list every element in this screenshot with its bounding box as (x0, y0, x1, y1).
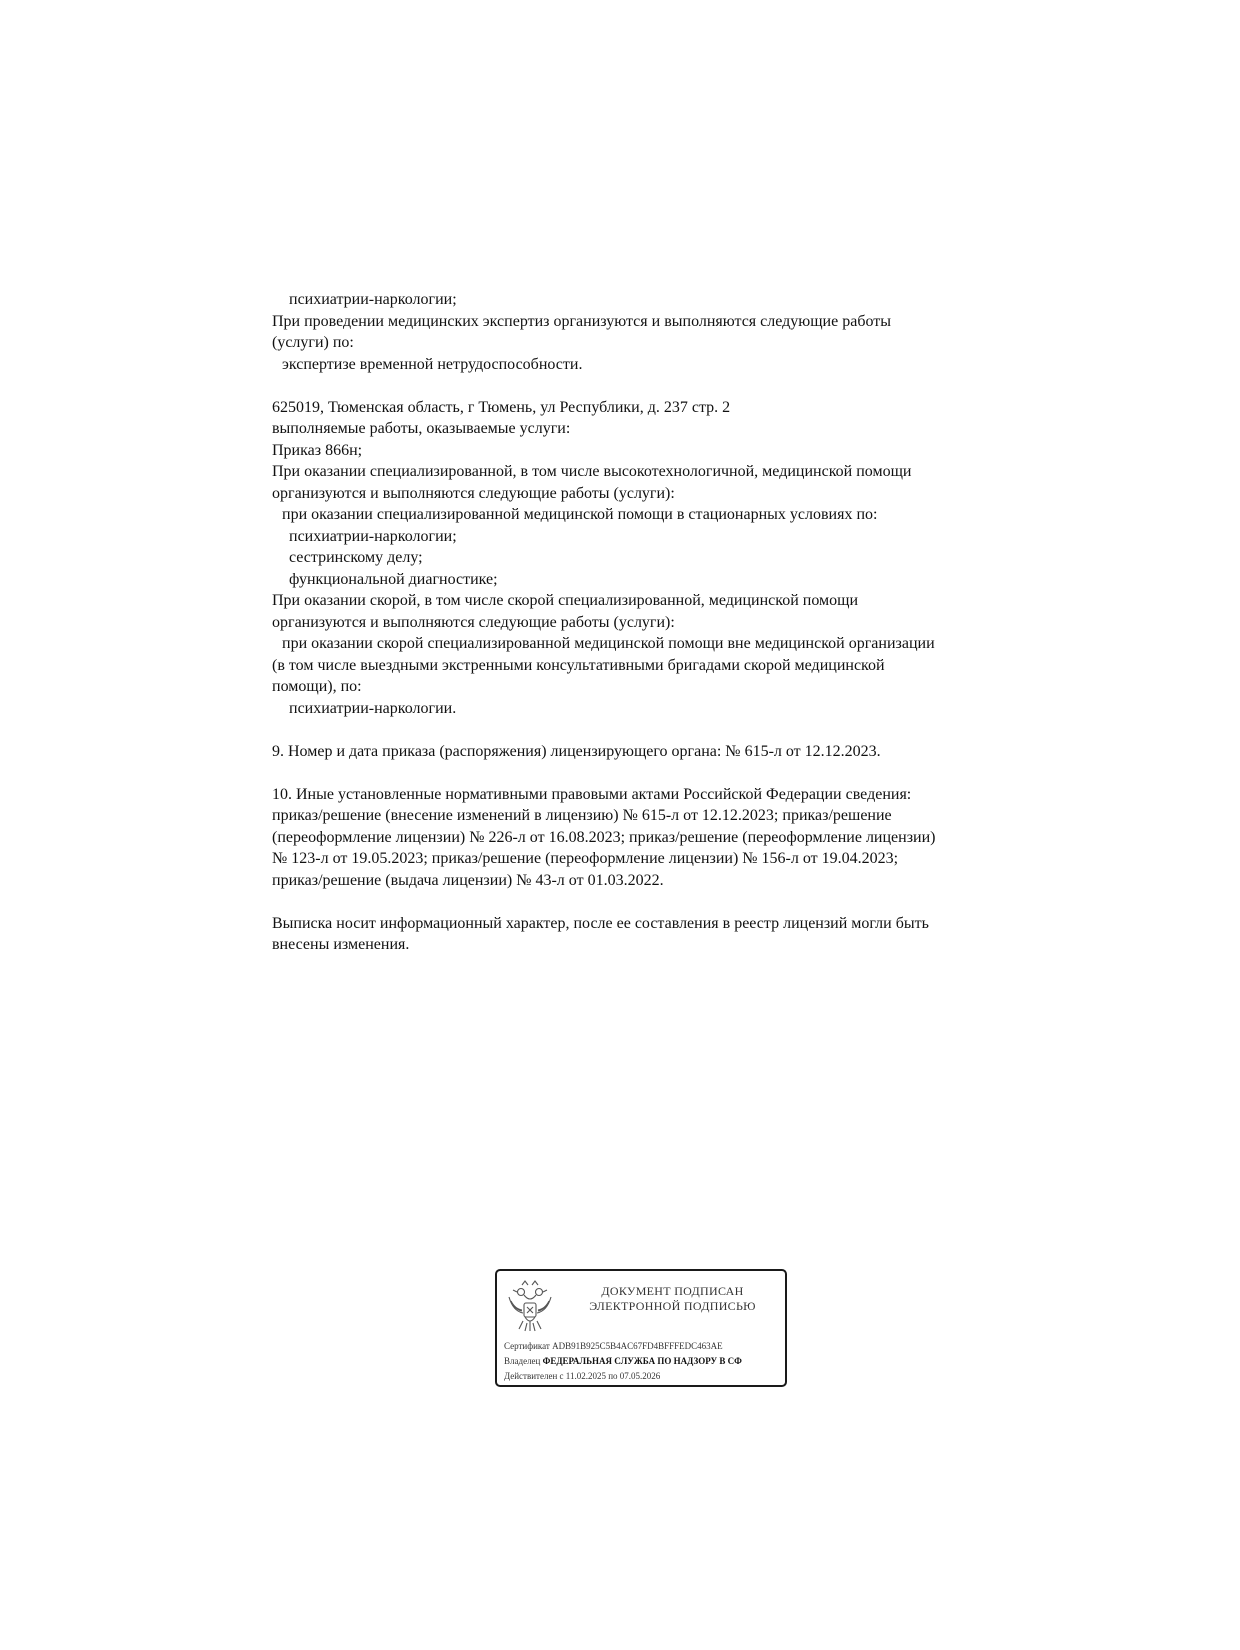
document-line: приказ/решение (выдача лицензии) № 43-л от 01.03.2022. (272, 871, 664, 889)
document-line: 9. Номер и дата приказа (распоряжения) лицензирующего органа: № 615-л от 12.12.2023. (272, 742, 881, 760)
certificate-label: Сертификат (504, 1341, 550, 1351)
document-line: при оказании специализированной медицинской помощи в стационарных условиях по: (282, 506, 878, 523)
document-line: (в том числе выездными экстренными консультативными бригадами скорой медицинской (272, 656, 885, 674)
validity-text: Действителен с 11.02.2025 по 07.05.2026 (504, 1371, 661, 1381)
paragraph-gap (272, 719, 1032, 741)
document-line: 10. Иные установленные нормативными правовыми актами Российской Федерации сведения: (272, 785, 912, 803)
document-line: внесены изменения. (272, 936, 410, 953)
document-line: психиатрии-наркологии. (289, 699, 457, 717)
electronic-signature-stamp (495, 1269, 787, 1387)
document-line: Выписка носит информационный характер, после ее составления в реестр лицензий могли быть (272, 914, 929, 932)
owner-value: ФЕДЕРАЛЬНАЯ СЛУЖБА ПО НАДЗОРУ В СФ (542, 1356, 742, 1366)
document-body (272, 289, 1032, 956)
stamp-details (504, 1339, 742, 1384)
document-line: помощи), по: (272, 678, 362, 695)
document-line: № 123-л от 19.05.2023; приказ/решение (переоформление лицензии) № 156-л от 19.04.2023; (272, 850, 899, 867)
paragraph-gap (272, 375, 1032, 397)
certificate-value: ADB91B925C5B4AC67FD4BFFFEDC463AE (552, 1341, 723, 1351)
document-line: экспертизе временной нетрудоспособности. (282, 355, 583, 373)
document-line: сестринскому делу; (289, 549, 423, 566)
paragraph-gap (272, 891, 1032, 913)
owner-row (504, 1354, 742, 1369)
document-line: при оказании скорой специализированной медицинской помощи вне медицинской организации (282, 635, 935, 652)
certificate-row (504, 1339, 742, 1354)
stamp-title-line1: ДОКУМЕНТ ПОДПИСАН (601, 1284, 744, 1298)
document-line: психиатрии-наркологии; (289, 527, 457, 545)
document-line: При оказании скорой, в том числе скорой специализированной, медицинской помощи (272, 592, 859, 609)
document-line: 625019, Тюменская область, г Тюмень, ул Республики, д. 237 стр. 2 (272, 398, 731, 416)
stamp-title (565, 1284, 780, 1314)
coat-of-arms-emblem-icon (505, 1277, 555, 1337)
document-line: организуются и выполняются следующие работы (услуги): (272, 613, 675, 631)
document-line: психиатрии-наркологии; (289, 291, 457, 308)
paragraph-gap (272, 762, 1032, 784)
document-line: (переоформление лицензии) № 226-л от 16.08.2023; приказ/решение (переоформление лицензии) (272, 828, 936, 846)
owner-label: Владелец (504, 1356, 541, 1366)
stamp-title-line2: ЭЛЕКТРОННОЙ ПОДПИСЬЮ (589, 1299, 756, 1313)
document-line: Приказ 866н; (272, 441, 363, 459)
document-line: выполняемые работы, оказываемые услуги: (272, 420, 571, 437)
document-line: (услуги) по: (272, 334, 354, 351)
document-line: организуются и выполняются следующие работы (услуги): (272, 484, 675, 502)
document-line: При оказании специализированной, в том числе высокотехнологичной, медицинской помощи (272, 463, 912, 480)
document-line: приказ/решение (внесение изменений в лицензию) № 615-л от 12.12.2023; приказ/решение (272, 807, 892, 824)
validity-row (504, 1369, 742, 1384)
document-line: При проведении медицинских экспертиз организуются и выполняются следующие работы (272, 312, 891, 330)
document-line: функциональной диагностике; (289, 570, 498, 588)
